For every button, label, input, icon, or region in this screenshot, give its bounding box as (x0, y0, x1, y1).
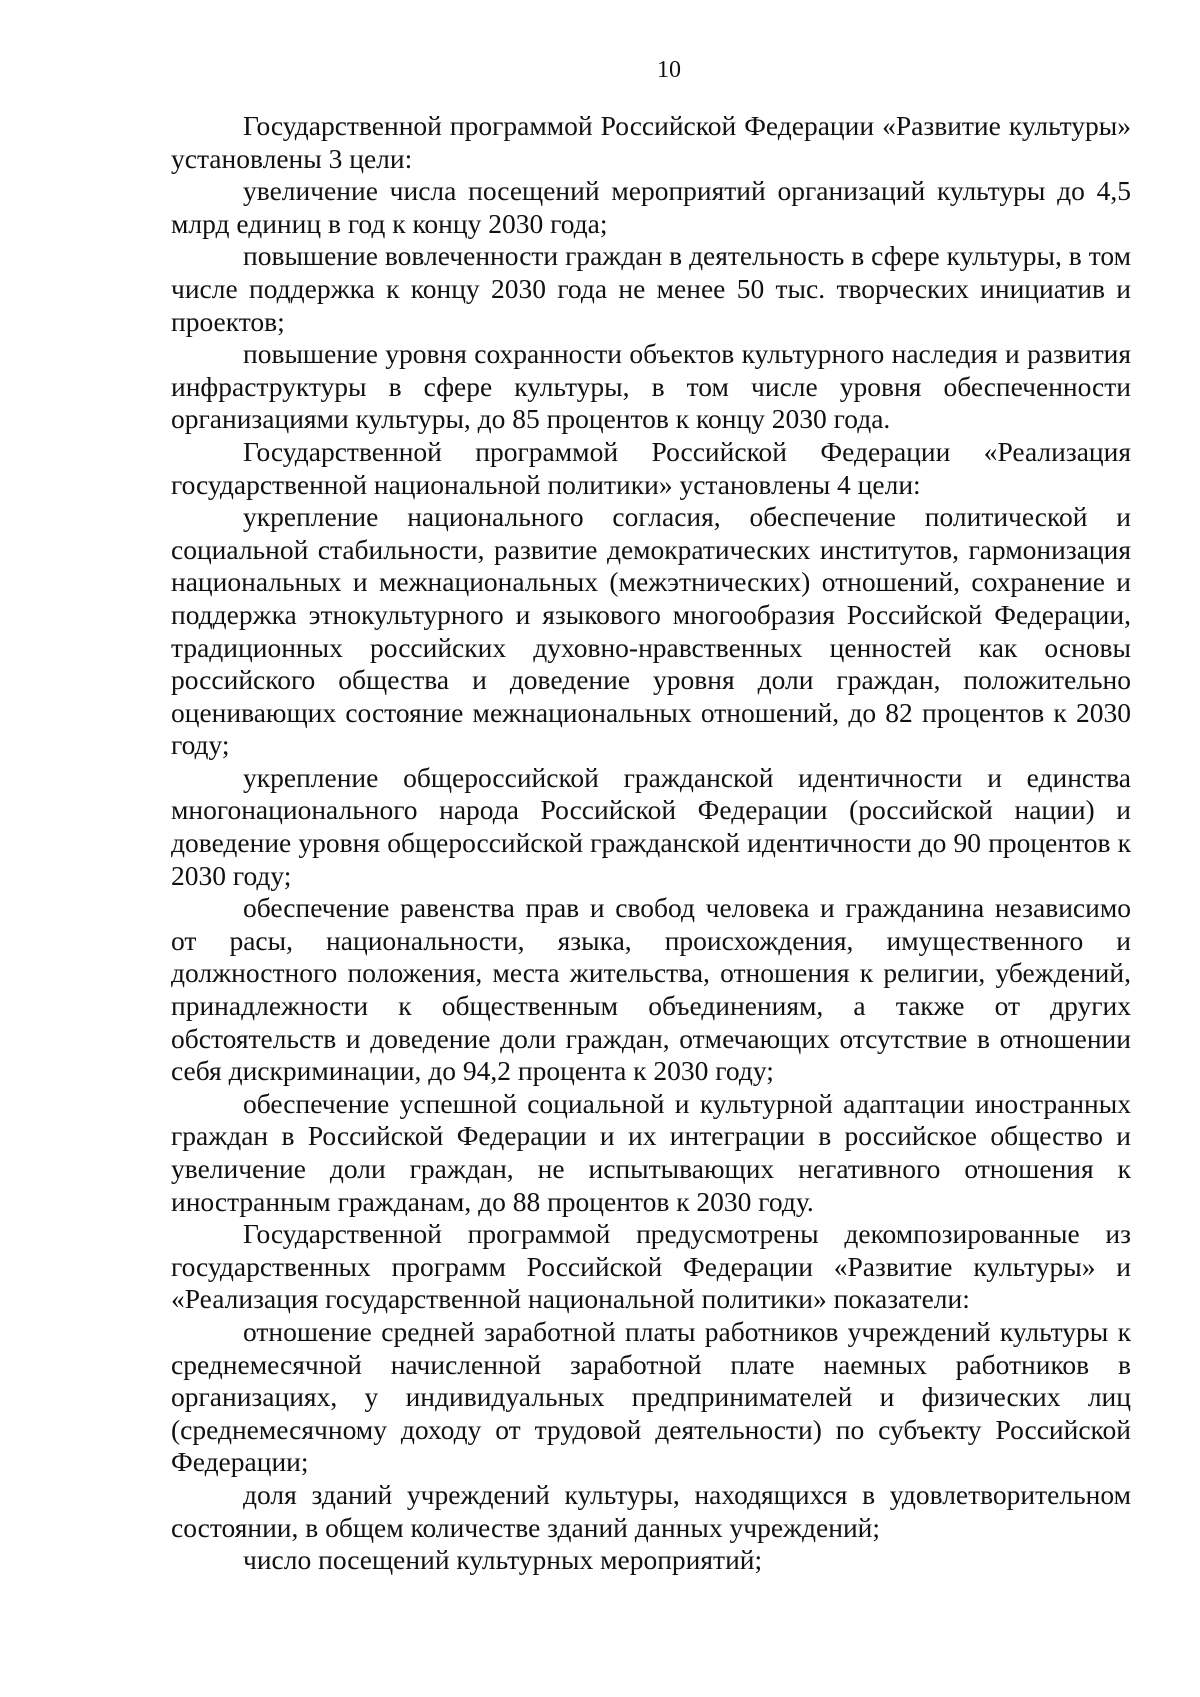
paragraph: укрепление общероссийской гражданской идентичности и единства многонационального народа Российской Федерации (российской нации) и доведение уровня общероссийской гражданской идентичности до 90 процентов к 2030 году; (171, 761, 1131, 891)
paragraph: Государственной программой Российской Федерации «Реализация государственной национальной политики» установлены 4 цели: (171, 435, 1131, 500)
document-body (171, 110, 1131, 1577)
paragraph: обеспечение успешной социальной и культурной адаптации иностранных граждан в Российской Федерации и их интеграции в российское общество и увеличение доли граждан, не испытывающих негативного отношения к иностранным гражданам, до 88 процентов к 2030 году. (171, 1087, 1131, 1217)
paragraph: доля зданий учреждений культуры, находящихся в удовлетворительном состоянии, в общем количестве зданий данных учреждений; (171, 1478, 1131, 1543)
paragraph: Государственной программой предусмотрены декомпозированные из государственных программ Российской Федерации «Развитие культуры» и «Реализация государственной национальной политики» показатели: (171, 1218, 1131, 1315)
paragraph: число посещений культурных мероприятий; (243, 1544, 763, 1576)
page-number: 10 (657, 57, 681, 83)
paragraph: повышение вовлеченности граждан в деятельность в сфере культуры, в том числе поддержка к концу 2030 года не менее 50 тыс. творческих инициатив и проектов; (171, 240, 1131, 337)
paragraph: укрепление национального согласия, обеспечение политической и социальной стабильности, развитие демократических институтов, гармонизация национальных и межнациональных (межэтнических) отношений, сохранение и поддержка этнокультурного и языкового многообразия Российской Федерации, традиционных российских духовно-нравственных ценностей как основы российского общества и доведение уровня доли граждан, положительно оценивающих состояние межнациональных отношений, до 82 процентов к 2030 году; (171, 501, 1131, 761)
paragraph: обеспечение равенства прав и свобод человека и гражданина независимо от расы, национальности, языка, происхождения, имущественного и должностного положения, места жительства, отношения к религии, убеждений, принадлежности к общественным объединениям, а также от других обстоятельств и доведение доли граждан, отмечающих отсутствие в отношении себя дискриминации, до 94,2 процента к 2030 году; (171, 892, 1131, 1087)
paragraph: повышение уровня сохранности объектов культурного наследия и развития инфраструктуры в сфере культуры, в том числе уровня обеспеченности организациями культуры, до 85 процентов к концу 2030 года. (171, 338, 1131, 435)
paragraph: увеличение числа посещений мероприятий организаций культуры до 4,5 млрд единиц в год к концу 2030 года; (171, 175, 1131, 239)
paragraph: Государственной программой Российской Федерации «Развитие культуры» установлены 3 цели: (171, 110, 1131, 174)
paragraph: отношение средней заработной платы работников учреждений культуры к среднемесячной начисленной заработной плате наемных работников в организациях, у индивидуальных предпринимателей и физических лиц (среднемесячному доходу от трудовой деятельности) по субъекту Российской Федерации; (171, 1315, 1131, 1478)
